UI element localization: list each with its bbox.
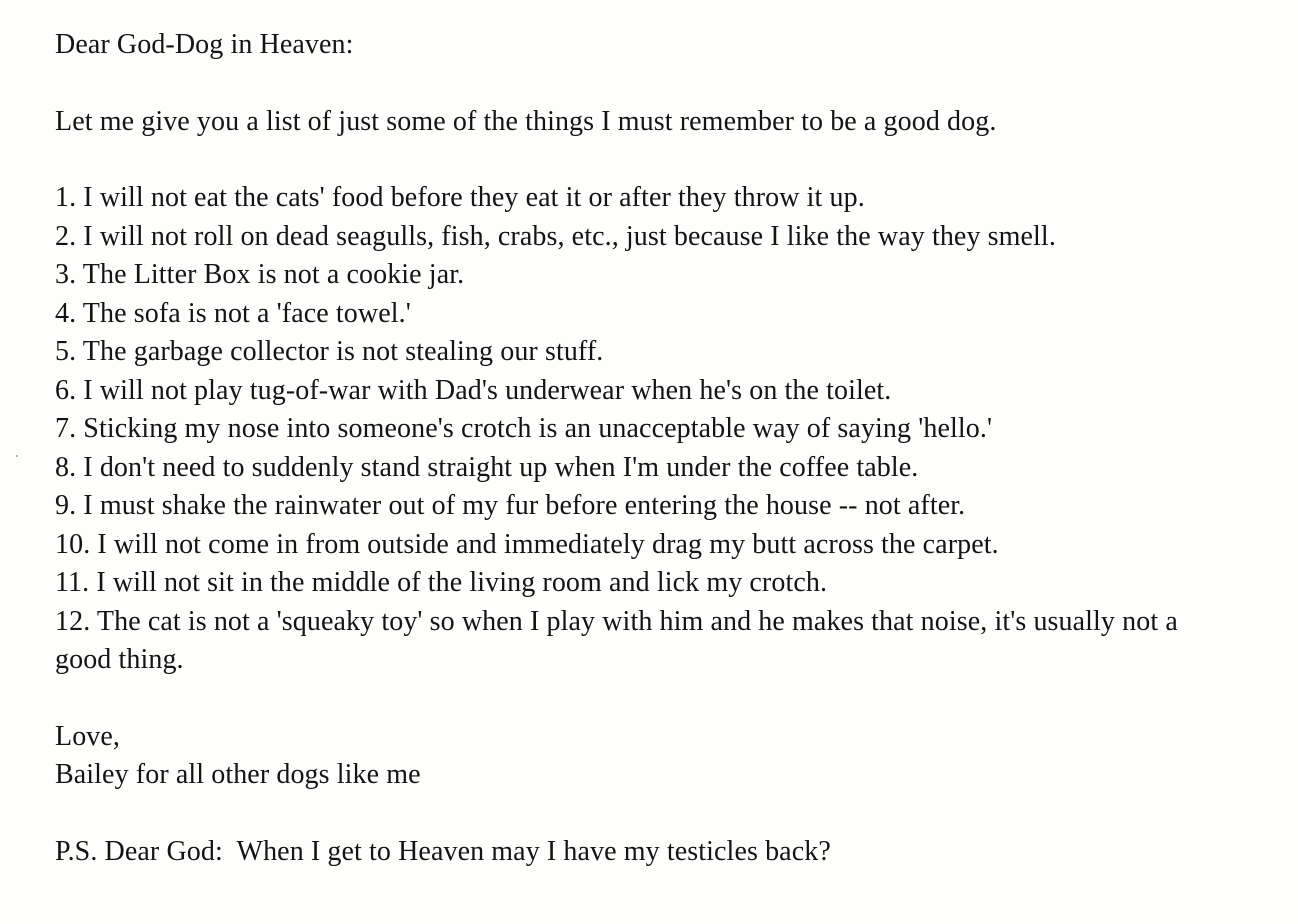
rules-list xyxy=(55,179,1275,680)
list-item: 12. The cat is not a 'squeaky toy' so when I play with him and he makes that noise, it's usually not a good thing. xyxy=(55,605,1178,675)
letter-body xyxy=(55,26,1275,871)
closing: Love, xyxy=(55,720,121,752)
list-item: 4. The sofa is not a 'face towel.' xyxy=(55,297,411,329)
postscript: P.S. Dear God: When I get to Heaven may I have my testicles back? xyxy=(55,835,831,867)
spacer xyxy=(55,795,1275,833)
list-item: 8. I don't need to suddenly stand straight up when I'm under the coffee table. xyxy=(55,451,919,483)
list-item: 6. I will not play tug-of-war with Dad's underwear when he's on the toilet. xyxy=(55,374,892,406)
scan-speck xyxy=(16,455,18,457)
list-item: 2. I will not roll on dead seagulls, fish, crabs, etc., just because I like the way they smell. xyxy=(55,220,1056,252)
spacer xyxy=(55,65,1275,103)
list-item: 3. The Litter Box is not a cookie jar. xyxy=(55,259,465,290)
list-item: 1. I will not eat the cats' food before they eat it or after they throw it up. xyxy=(55,182,865,213)
intro-paragraph: Let me give you a list of just some of the things I must remember to be a good dog. xyxy=(55,105,997,137)
signature: Bailey for all other dogs like me xyxy=(55,759,421,790)
list-item: 10. I will not come in from outside and immediately drag my butt across the carpet. xyxy=(55,528,999,560)
spacer xyxy=(55,680,1275,718)
list-item: 9. I must shake the rainwater out of my fur before entering the house -- not after. xyxy=(55,490,966,521)
list-item: 5. The garbage collector is not stealing our stuff. xyxy=(55,336,604,367)
salutation: Dear God-Dog in Heaven: xyxy=(55,29,354,60)
spacer xyxy=(55,141,1275,179)
list-item: 7. Sticking my nose into someone's crotch is an unacceptable way of saying 'hello.' xyxy=(55,413,993,444)
list-item: 11. I will not sit in the middle of the living room and lick my crotch. xyxy=(55,567,828,598)
